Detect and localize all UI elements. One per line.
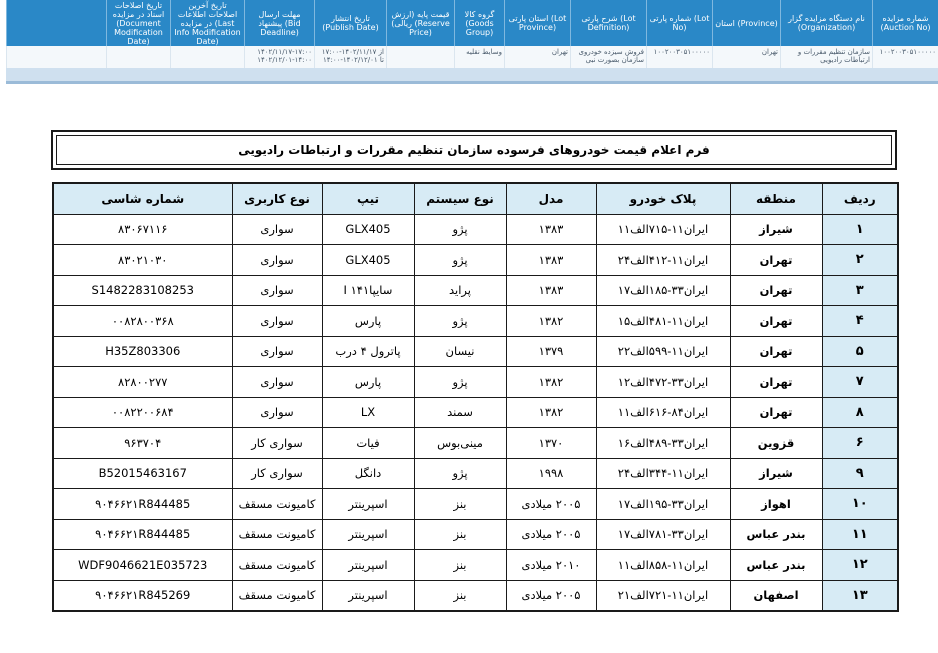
type-cell: اسپرینتر	[322, 580, 414, 611]
usage-cell: سواری	[232, 214, 322, 245]
type-cell: اسپرینتر	[322, 519, 414, 550]
table-row	[53, 336, 898, 367]
system-cell: بنز	[414, 580, 506, 611]
vehicle-price-table	[52, 182, 899, 612]
row-number-cell: ۳	[822, 275, 898, 306]
system-cell: بنز	[414, 489, 506, 520]
row-number-cell: ۱۱	[822, 519, 898, 550]
auction-header-cell: شرح پارتی (Lot Definition)	[570, 0, 646, 46]
auction-publish-date: از ۱۴۰۲/۱۱/۱۷-۱۷:۰۰ تا ۱۴۰۲/۱۲/۰۱-۱۴:۰۰	[314, 46, 386, 68]
region-cell: تهران	[730, 336, 822, 367]
usage-cell: سواری	[232, 336, 322, 367]
usage-cell: کامیونت مسقف	[232, 519, 322, 550]
plate-cell: ایران۱۱-۸۵۸الف۱۱	[596, 550, 730, 581]
row-number-cell: ۵	[822, 336, 898, 367]
region-cell: شیراز	[730, 458, 822, 489]
region-cell: شیراز	[730, 214, 822, 245]
auction-header-cell: تاریخ آخرین اصلاحات اطلاعات در مزایده (Last Info Modification Date)	[170, 0, 244, 46]
table-row	[53, 245, 898, 276]
chassis-number-cell: ۰۰۸۲۲۰۰۶۸۴	[53, 397, 232, 428]
plate-cell: ایران۱۱-۷۱۵الف۱۱	[596, 214, 730, 245]
chassis-number-cell: H35Z803306	[53, 336, 232, 367]
chassis-number-cell: ۸۳۰۶۷۱۱۶	[53, 214, 232, 245]
usage-cell: سواری	[232, 245, 322, 276]
row-number-cell: ۷	[822, 367, 898, 398]
system-cell: پژو	[414, 458, 506, 489]
region-cell: اهواز	[730, 489, 822, 520]
model-cell: ۱۳۸۳	[506, 275, 596, 306]
model-cell: ۱۹۹۸	[506, 458, 596, 489]
type-cell: پارس	[322, 306, 414, 337]
auction-lot-definition: فروش سیزده خودروی سازمان بصورت نبی	[570, 46, 646, 68]
model-cell: ۱۳۸۳	[506, 245, 596, 276]
system-cell: پژو	[414, 214, 506, 245]
region-cell: تهران	[730, 275, 822, 306]
table-row	[53, 367, 898, 398]
auction-header-cell: تاریخ انتشار (Publish Date)	[314, 0, 386, 46]
model-cell: ۲۰۱۰ میلادی	[506, 550, 596, 581]
auction-header-cell: نام دستگاه مزایده گزار (Organization)	[780, 0, 872, 46]
plate-cell: ایران۱۱-۷۲۱الف۲۱	[596, 580, 730, 611]
plate-cell: ایران۳۳-۴۸۹الف۱۶	[596, 428, 730, 459]
system-cell: پراید	[414, 275, 506, 306]
chassis-number-cell: ۹۰۴۶۶۲۱R845269	[53, 580, 232, 611]
header-system: نوع سیستم	[414, 183, 506, 214]
header-region: منطقه	[730, 183, 822, 214]
row-number-cell: ۱۲	[822, 550, 898, 581]
system-cell: سمند	[414, 397, 506, 428]
form-title: فرم اعلام قیمت خودروهای فرسوده سازمان تنظیم مقررات و ارتباطات رادیویی	[56, 135, 892, 165]
region-cell: تهران	[730, 245, 822, 276]
table-row	[53, 428, 898, 459]
system-cell: مینی‌بوس	[414, 428, 506, 459]
system-cell: بنز	[414, 519, 506, 550]
type-cell: اسپرینتر	[322, 550, 414, 581]
chassis-number-cell: ۰۰۸۲۸۰۰۳۶۸	[53, 306, 232, 337]
auction-lot-province: تهران	[504, 46, 570, 68]
auction-bid-deadline: ۱۴۰۲/۱۱/۱۷-۱۷:۰۰ ۱۴۰۲/۱۲/۰۱-۱۴:۰۰	[244, 46, 314, 68]
type-cell: سایپا۱۴۱ I	[322, 275, 414, 306]
table-row	[53, 519, 898, 550]
region-cell: تهران	[730, 397, 822, 428]
system-cell: پژو	[414, 245, 506, 276]
auction-province: تهران	[712, 46, 780, 68]
auction-header-cell: تاریخ اصلاحات اسناد در مزایده (Document Modification Date)	[106, 0, 170, 46]
chassis-number-cell: ۹۰۴۶۶۲۱R844485	[53, 489, 232, 520]
usage-cell: سواری کار	[232, 458, 322, 489]
table-row	[53, 489, 898, 520]
system-cell: پژو	[414, 367, 506, 398]
model-cell: ۱۳۷۰	[506, 428, 596, 459]
usage-cell: سواری	[232, 306, 322, 337]
plate-cell: ایران۳۳-۱۸۵الف۱۷	[596, 275, 730, 306]
table-row	[53, 580, 898, 611]
model-cell: ۲۰۰۵ میلادی	[506, 580, 596, 611]
table-row	[53, 397, 898, 428]
auction-lot-number[interactable]: ۱۰۰۲۰۰۳۰۵۱۰۰۰۰۰	[646, 46, 712, 68]
type-cell: اسپرینتر	[322, 489, 414, 520]
model-cell: ۱۳۸۳	[506, 214, 596, 245]
region-cell: تهران	[730, 367, 822, 398]
auction-footer-band	[6, 68, 938, 81]
model-cell: ۱۳۸۲	[506, 397, 596, 428]
row-number-cell: ۱۰	[822, 489, 898, 520]
usage-cell: سواری	[232, 367, 322, 398]
plate-cell: ایران۸۴-۶۱۶الف۱۱	[596, 397, 730, 428]
header-type: تیپ	[322, 183, 414, 214]
type-cell: فیات	[322, 428, 414, 459]
auction-row-spacer	[6, 46, 106, 68]
type-cell: GLX405	[322, 245, 414, 276]
header-chassis: شماره شاسی	[53, 183, 232, 214]
chassis-number-cell: ۹۰۴۶۶۲۱R844485	[53, 519, 232, 550]
auction-goods-group: وسایط نقلیه	[454, 46, 504, 68]
model-cell: ۲۰۰۵ میلادی	[506, 519, 596, 550]
chassis-number-cell: ۸۳۰۲۱۰۳۰	[53, 245, 232, 276]
table-row	[53, 214, 898, 245]
type-cell: پاترول ۴ درب	[322, 336, 414, 367]
auction-info-strip	[6, 0, 938, 84]
plate-cell: ایران۱۱-۴۸۱الف۱۵	[596, 306, 730, 337]
auction-organization: سازمان تنظیم مقررات و ارتباطات رادیویی	[780, 46, 872, 68]
chassis-number-cell: ۸۲۸۰۰۲۷۷	[53, 367, 232, 398]
region-cell: تهران	[730, 306, 822, 337]
auction-header-cell: شماره مزایده (Auction No)	[872, 0, 938, 46]
plate-cell: ایران۳۳-۴۷۲الف۱۲	[596, 367, 730, 398]
auction-data-row	[6, 46, 938, 68]
auction-header-spacer	[6, 0, 106, 46]
auction-header-cell: مهلت ارسال پیشنهاد (Bid Deadline)	[244, 0, 314, 46]
auction-header-row	[6, 0, 938, 46]
region-cell: بندر عباس	[730, 550, 822, 581]
usage-cell: کامیونت مسقف	[232, 550, 322, 581]
region-cell: قزوین	[730, 428, 822, 459]
table-row	[53, 550, 898, 581]
chassis-number-cell: WDF9046621E035723	[53, 550, 232, 581]
region-cell: اصفهان	[730, 580, 822, 611]
plate-cell: ایران۱۱-۵۹۹الف۲۲	[596, 336, 730, 367]
table-row	[53, 458, 898, 489]
auction-reserve-price	[386, 46, 454, 68]
row-number-cell: ۱	[822, 214, 898, 245]
usage-cell: سواری کار	[232, 428, 322, 459]
row-number-cell: ۸	[822, 397, 898, 428]
row-number-cell: ۴	[822, 306, 898, 337]
system-cell: بنز	[414, 550, 506, 581]
row-number-cell: ۶	[822, 428, 898, 459]
usage-cell: کامیونت مسقف	[232, 580, 322, 611]
model-cell: ۲۰۰۵ میلادی	[506, 489, 596, 520]
header-model: مدل	[506, 183, 596, 214]
type-cell: دانگل	[322, 458, 414, 489]
header-row-number: ردیف	[822, 183, 898, 214]
auction-header-cell: استان (Province)	[712, 0, 780, 46]
table-row	[53, 275, 898, 306]
header-plate: پلاک خودرو	[596, 183, 730, 214]
chassis-number-cell: S1482283108253	[53, 275, 232, 306]
plate-cell: ایران۳۳-۷۸۱الف۱۷	[596, 519, 730, 550]
system-cell: پژو	[414, 306, 506, 337]
auction-document-modification	[106, 46, 170, 68]
chassis-number-cell: B52015463167	[53, 458, 232, 489]
form-title-box	[51, 130, 897, 170]
usage-cell: سواری	[232, 275, 322, 306]
chassis-number-cell: ۹۶۳۷۰۴	[53, 428, 232, 459]
plate-cell: ایران۱۱-۴۱۲الف۲۴	[596, 245, 730, 276]
region-cell: بندر عباس	[730, 519, 822, 550]
auction-header-cell: استان پارتی (Lot Province)	[504, 0, 570, 46]
type-cell: GLX405	[322, 214, 414, 245]
model-cell: ۱۳۸۲	[506, 306, 596, 337]
usage-cell: کامیونت مسقف	[232, 489, 322, 520]
type-cell: LX	[322, 397, 414, 428]
auction-header-cell: قیمت پایه (ارزش ریالی) (Reserve Price)	[386, 0, 454, 46]
auction-header-cell: شماره پارتی (Lot No)	[646, 0, 712, 46]
auction-header-cell: گروه کالا (Goods Group)	[454, 0, 504, 46]
system-cell: نیسان	[414, 336, 506, 367]
row-number-cell: ۲	[822, 245, 898, 276]
model-cell: ۱۳۷۹	[506, 336, 596, 367]
header-usage: نوع کاربری	[232, 183, 322, 214]
plate-cell: ایران۱۱-۳۴۴الف۲۴	[596, 458, 730, 489]
row-number-cell: ۱۳	[822, 580, 898, 611]
model-cell: ۱۳۸۲	[506, 367, 596, 398]
auction-info-modification	[170, 46, 244, 68]
usage-cell: سواری	[232, 397, 322, 428]
row-number-cell: ۹	[822, 458, 898, 489]
type-cell: پارس	[322, 367, 414, 398]
plate-cell: ایران۳۳-۱۹۵الف۱۷	[596, 489, 730, 520]
table-header-row	[53, 183, 898, 214]
auction-number[interactable]: ۱۰۰۲۰۰۳۰۵۱۰۰۰۰۰	[872, 46, 938, 68]
table-row	[53, 306, 898, 337]
